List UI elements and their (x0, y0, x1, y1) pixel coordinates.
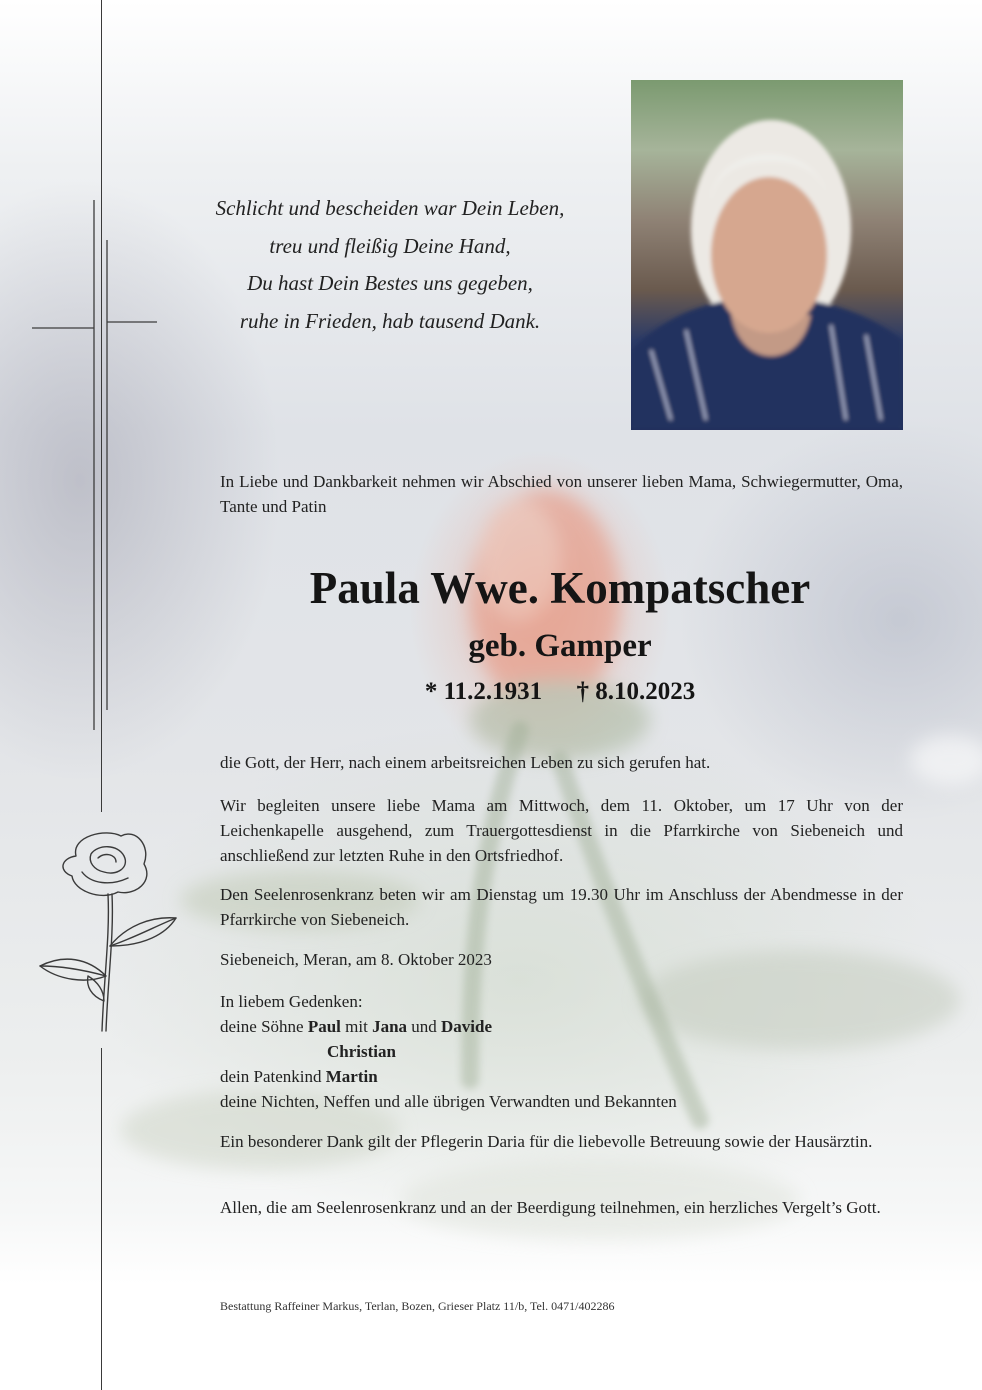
place-date-text: Siebeneich, Meran, am 8. Oktober 2023 (220, 950, 492, 969)
maiden-name: geb. Gamper (468, 628, 652, 664)
mourners-heading: In liebem Gedenken: (220, 992, 363, 1011)
left-divider-line-lower (101, 1048, 102, 1390)
sons-prefix: deine Söhne (220, 1017, 304, 1036)
poem-line: Schlicht und bescheiden war Dein Leben, (215, 196, 565, 220)
partner-name: Christian (327, 1042, 396, 1061)
thanks-text: Ein besonderer Dank gilt der Pflegerin Daria für die liebevolle Betreuung sowie der Hausärztin. (220, 1132, 873, 1151)
son-name: Davide (441, 1017, 493, 1036)
poem-line: ruhe in Frieden, hab tausend Dank. (239, 308, 541, 333)
portrait-photo-icon (631, 80, 903, 430)
cross-icon (32, 200, 157, 730)
poem-line: treu und fleißig Deine Hand, (269, 233, 511, 258)
mourners-sons (220, 1014, 903, 1039)
poem (170, 190, 610, 340)
partner-name: Jana (372, 1017, 408, 1036)
deceased-name: Paula Wwe. Kompatscher (309, 563, 811, 613)
closing-text: Allen, die am Seelenrosenkranz und an der Beerdigung teilnehmen, ein herzliches Vergelt’s Gott. (220, 1198, 881, 1217)
life-dates (160, 676, 960, 708)
rose-icon (36, 826, 182, 1034)
godchild-name: Martin (325, 1067, 378, 1086)
funeral-home-footer: Bestattung Raffeiner Markus, Terlan, Bozen, Grieser Platz 11/b, Tel. 0471/402286 (220, 1299, 615, 1313)
with-word: mit (345, 1017, 368, 1036)
rosary-text: Den Seelenrosenkranz beten wir am Dienstag um 19.30 Uhr im Anschluss der Abendmesse in der Pfarrkirche von Siebeneich. (220, 885, 903, 929)
godchild-prefix: dein Patenkind (220, 1067, 322, 1086)
son-name: Paul (307, 1017, 341, 1036)
mourners-list (220, 989, 903, 1114)
portrait-photo (631, 80, 903, 430)
called-text: die Gott, der Herr, nach einem arbeitsreichen Leben zu sich gerufen hat. (220, 753, 711, 772)
mourners-relatives: deine Nichten, Neffen und alle übrigen Verwandten und Bekannten (220, 1092, 677, 1111)
funeral-text: Wir begleiten unsere liebe Mama am Mittwoch, dem 11. Oktober, um 17 Uhr von der Leichenkapelle ausgehend, zum Trauergottesdienst in die Pfarrkirche von Siebeneich und anschließend zur letzten Ruhe in den Ortsfriedhof. (220, 796, 903, 865)
poem-line: Du hast Dein Bestes uns gegeben, (247, 271, 533, 295)
mourners-sons-continued (220, 1039, 903, 1064)
death-date: † 8.10.2023 (576, 678, 696, 705)
and-word: und (411, 1017, 437, 1036)
intro-text: In Liebe und Dankbarkeit nehmen wir Abschied von unserer lieben Mama, Schwiegermutter, Oma, Tante und Patin (220, 472, 903, 516)
birth-date: * 11.2.1931 (424, 678, 543, 705)
mourners-godchild (220, 1064, 903, 1089)
